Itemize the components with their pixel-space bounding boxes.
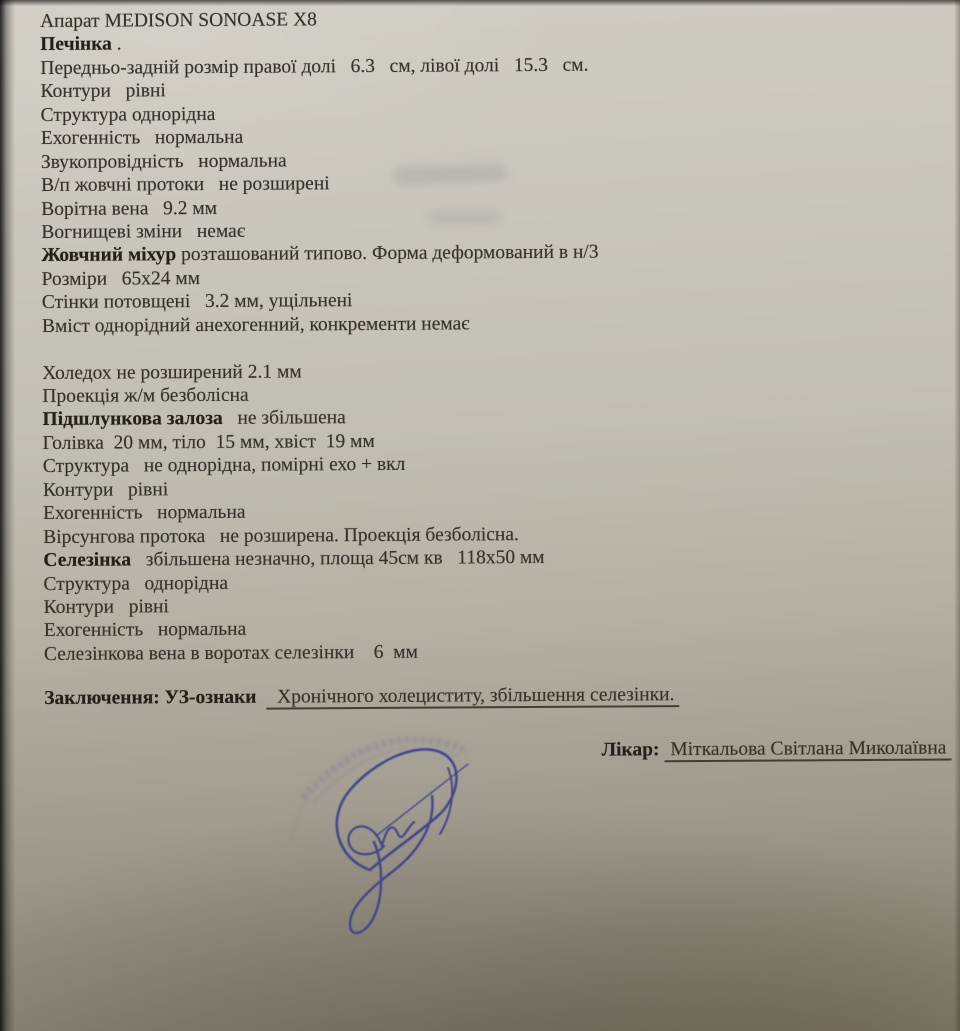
line-text: Ехогенність нормальна [43, 619, 247, 642]
conclusion-text: Хронічного холециститу, збільшення селезінки. [266, 684, 679, 710]
line-text: Розміри 65х24 мм [41, 267, 201, 290]
line-text: Контури рівні [43, 596, 169, 618]
conclusion-line [44, 682, 949, 711]
line-text: Стінки потовщені 3.2 мм, ущільнені [41, 290, 353, 314]
line-text: Ворітна вена 9.2 мм [41, 197, 218, 220]
photo-edge-left [0, 0, 15, 1031]
line-text: Структура однорідна [40, 103, 216, 126]
line-text: не збільшена [222, 407, 346, 430]
line-text: Структура однорідна [43, 572, 229, 595]
doctor-name: Міткальова Світлана Миколаївна [664, 737, 951, 762]
conclusion-gap [256, 687, 266, 708]
doctor-label: Лікар: [601, 738, 660, 761]
line-text: Голівка 20 мм, тіло 15 мм, хвіст 19 мм [42, 430, 375, 454]
line-text: Апарат MEDISON SONOASE X8 [40, 9, 317, 32]
line-label: Підшлункова залоза [42, 408, 223, 431]
conclusion-label: Заключення: УЗ-ознаки [44, 686, 257, 710]
report-body [40, 4, 950, 765]
line-label: Жовчний міхур [41, 244, 177, 267]
line-label: Печінка [40, 33, 112, 56]
line-text: Передньо-задній розмір правої долі 6.3 см, лівої долі 15.3 см. [40, 54, 589, 79]
doctor-signature [337, 749, 468, 933]
report-line [44, 637, 949, 666]
line-text: Контури рівні [42, 478, 169, 501]
line-text: Селезінкова вена в воротах селезінки 6 мм [43, 641, 419, 665]
report-lines [40, 4, 949, 666]
line-text: Ехогенність нормальна [40, 126, 244, 150]
line-label: Селезінка [43, 549, 132, 572]
line-text: збільшена незначно, площа 45см кв 118х50 мм [131, 546, 545, 571]
line-text: В/п жовчні протоки не розширені [41, 173, 330, 197]
line-text: Вірсунгова протока не розширена. Проекція безболісна. [43, 523, 519, 548]
line-text: Холедох не розширений 2.1 мм [42, 360, 302, 384]
line-text: Контури рівні [40, 80, 166, 103]
line-text: Вогнищеві зміни немає [41, 220, 246, 243]
doctor-line [44, 736, 949, 765]
line-text: розташований типово. Форма деформований в н/3 [176, 241, 599, 266]
line-text: Структура не однорідна, помірні ехо + вкл [42, 454, 406, 478]
line-text: Проекція ж/м безболісна [42, 384, 249, 407]
photo-edge-right [954, 0, 960, 1031]
line-text: Ехогенність нормальна [43, 501, 246, 525]
line-text: . [111, 33, 122, 55]
line-text: Звукопровідність нормальна [40, 150, 287, 173]
line-text: Вміст однорідний анехогенний, конкременти немає [41, 313, 470, 337]
